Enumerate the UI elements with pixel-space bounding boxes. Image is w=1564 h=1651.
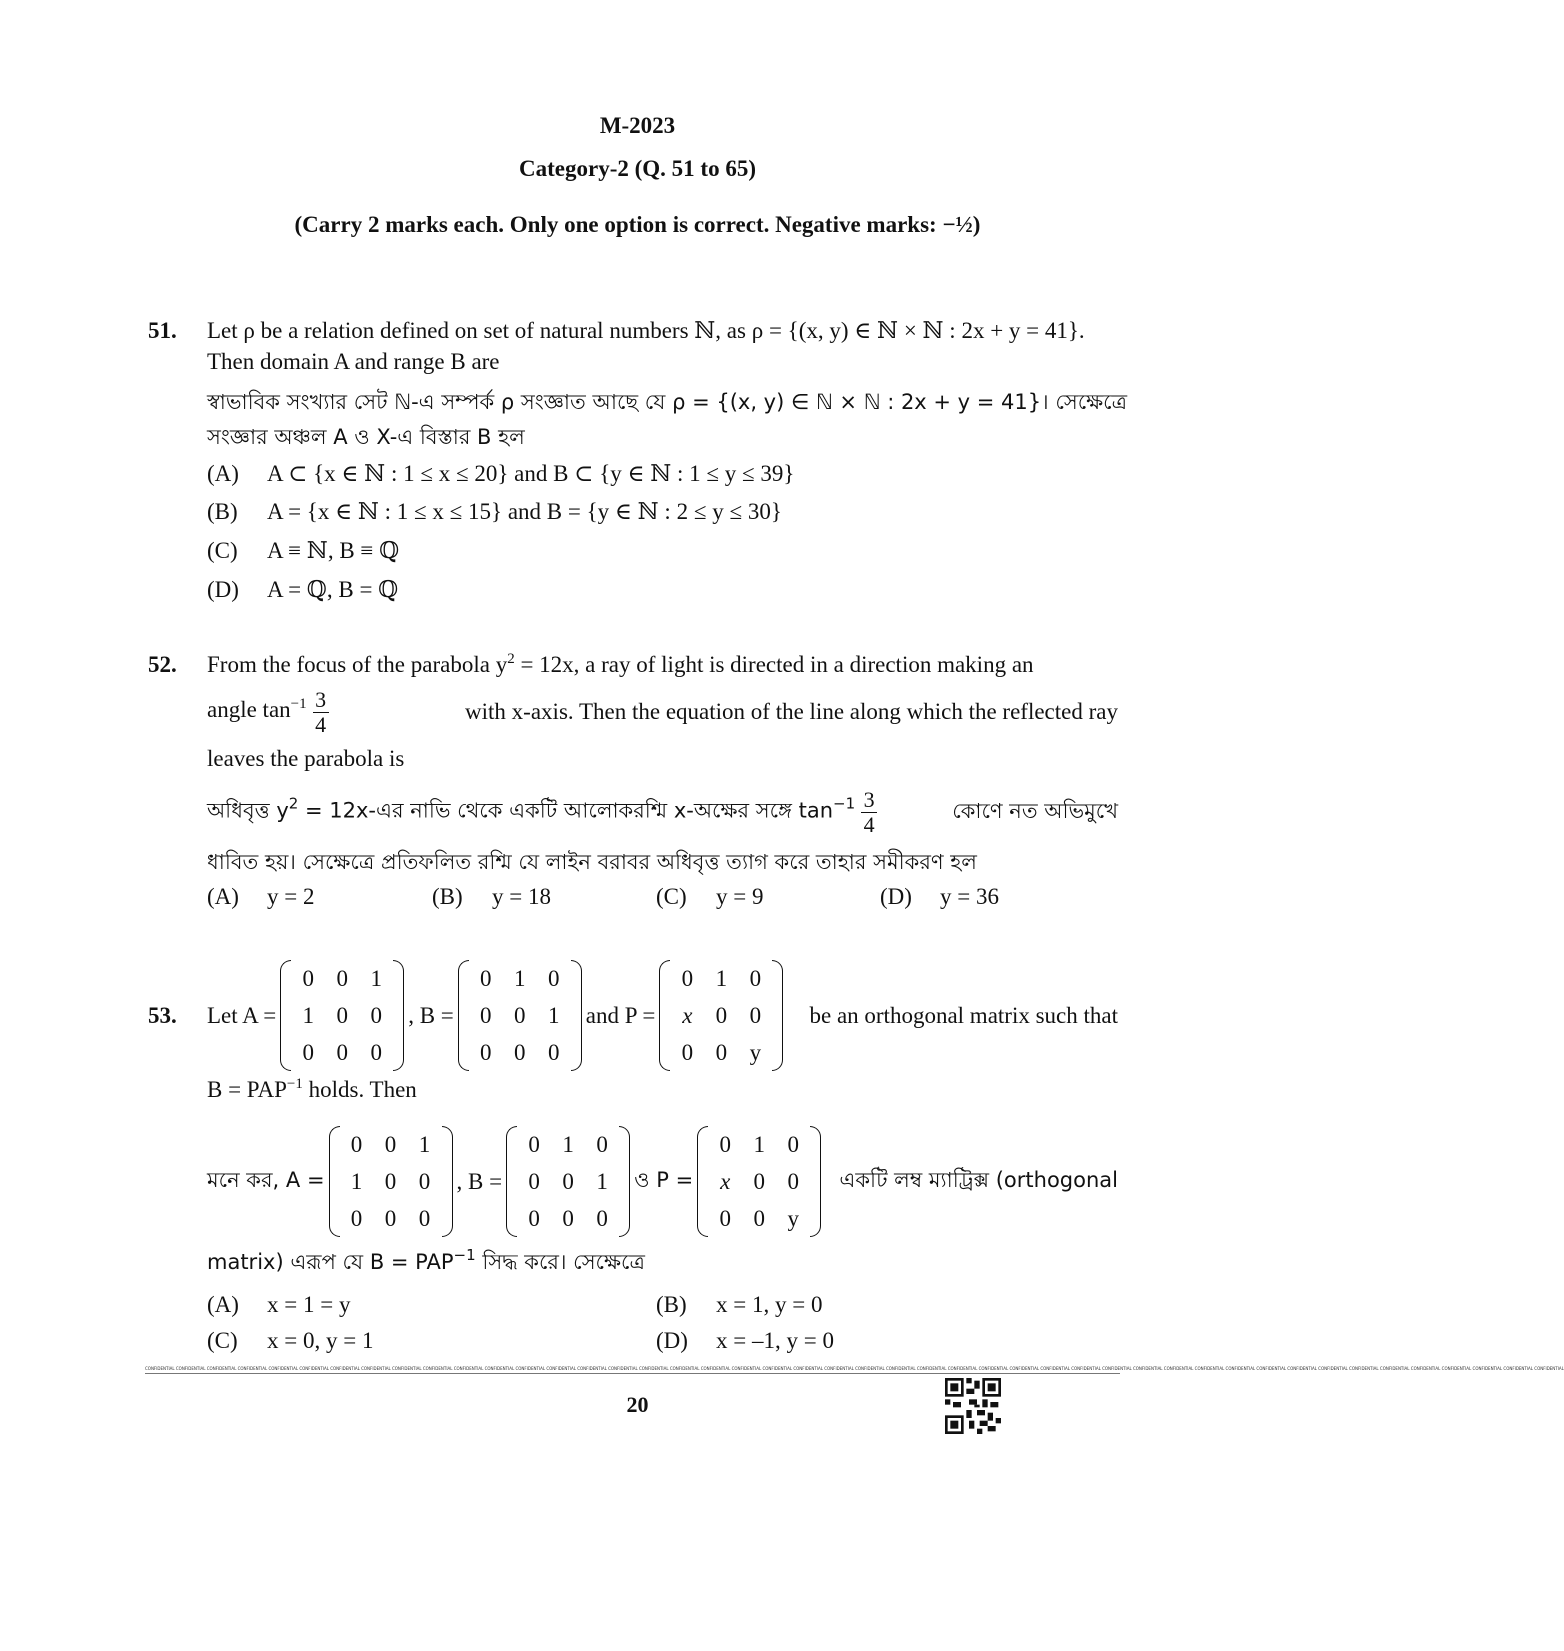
question-text-bengali: একটি লম্ব ম্যাট্রিক্স (orthogonal	[839, 1168, 1118, 1192]
option-text: x = 1, y = 0	[716, 1292, 823, 1317]
qr-code-icon	[945, 1378, 1001, 1434]
paper-code: M-2023	[599, 113, 676, 138]
matrix-cell: 0	[749, 1002, 762, 1028]
matrix-cell: 0	[370, 1002, 382, 1028]
matrix-cell: 1	[548, 1002, 560, 1028]
matrix-cell: 0	[596, 1131, 608, 1157]
matrix-cell: 0	[336, 1039, 348, 1065]
matrix-cell: 0	[548, 965, 560, 991]
matrix-b	[458, 960, 582, 1071]
matrix-cell: 0	[480, 965, 492, 991]
question-text: Let A =	[207, 1002, 277, 1028]
option-a	[207, 461, 794, 487]
option-text: y = 18	[492, 884, 551, 909]
matrix-cell: 0	[418, 1168, 431, 1194]
option-label: (B)	[207, 499, 238, 524]
matrix-cell: 1	[302, 1002, 314, 1028]
option-a	[207, 884, 314, 910]
question-text: Let ρ be a relation defined on set of natural numbers ℕ, as ρ = {(x, y) ∈ ℕ × ℕ : 2x + y = 41}.	[207, 318, 1085, 343]
option-c	[207, 1328, 373, 1354]
option-a	[207, 1292, 350, 1318]
confidential-strip: CONFIDENTIAL CONFIDENTIAL CONFIDENTIAL CONFIDENTIAL CONFIDENTIAL CONFIDENTIAL CONFIDENTIAL CONFIDENTIAL CONFIDENTIAL CONFIDENTIAL CONFIDENTIAL CONFIDENTIAL CONFIDENTIAL CONFIDENTIAL CONFIDENTIAL CONFIDENTIAL CONFIDENTIAL CONFIDENTIAL CONFIDENTIAL CONFIDENTIAL CONFIDENTIAL CONFIDENTIAL CONFIDENTIAL CONFIDENTIAL CONFIDENTIAL CONFIDENTIAL CONFIDENTIAL CONFIDENTIAL CONFIDENTIAL CONFIDENTIAL CONFIDENTIAL CONFIDENTIAL CONFIDENTIAL CONFIDENTIAL CONFIDENTIAL CONFIDENTIAL CONFIDENTIAL CONFIDENTIAL CONFIDENTIAL CONFIDENTIAL CONFIDENTIAL CONFIDENTIAL CONFIDENTIAL CONFIDENTIAL CONFIDENTIAL CONFIDENTIAL	[145, 1365, 1120, 1374]
question-text-bengali: ধাবিত হয়। সেক্ষেত্রে প্রতিফলিত রশ্মি যে লাইন বরাবর অধিবৃত্ত ত্যাগ করে তাহার সমীকরণ হল	[207, 850, 977, 874]
matrix-cell: 0	[749, 965, 762, 991]
option-text: y = 36	[940, 884, 999, 909]
matrix-cell: 1	[596, 1168, 608, 1194]
option-b	[656, 1292, 822, 1318]
option-text: A = {x ∈ ℕ : 1 ≤ x ≤ 15} and B = {y ∈ ℕ : 2 ≤ y ≤ 30}	[267, 499, 782, 524]
option-text: A = ℚ, B = ℚ	[267, 577, 399, 602]
question-text: and P =	[585, 1002, 656, 1028]
matrix-cell: 0	[528, 1168, 540, 1194]
matrix-cell: 0	[753, 1205, 765, 1231]
matrix-cell: 1	[562, 1131, 574, 1157]
matrix-cell: 0	[719, 1131, 731, 1157]
option-d	[880, 884, 999, 910]
matrix-definition-row	[148, 960, 1118, 1071]
option-text: y = 2	[267, 884, 315, 909]
question-number: 52.	[148, 652, 177, 677]
question-number: 51.	[148, 318, 177, 343]
matrix-cell: 0	[336, 1002, 348, 1028]
question-text: leaves the parabola is	[207, 746, 405, 771]
question-text-bengali: অধিবৃত্ত $y^2$ = 12x-এর নাভি থেকে একটি আলোকরশ্মি x-অক্ষের সঙ্গে $\tan^{-1}$ $\frac{3}{4}$ কোণে নত অভিমুখে	[207, 787, 1118, 837]
matrix-p	[697, 1126, 821, 1237]
matrix-cell: 0	[418, 1205, 431, 1231]
option-text: A ⊂ {x ∈ ℕ : 1 ≤ x ≤ 20} and B ⊂ {y ∈ ℕ : 1 ≤ y ≤ 39}	[267, 461, 795, 486]
option-label: (C)	[656, 884, 687, 909]
matrix-cell: 0	[480, 1039, 492, 1065]
matrix-cell: 0	[302, 1039, 314, 1065]
marking-instructions: (Carry 2 marks each. Only one option is correct. Negative marks: −½)	[294, 212, 981, 237]
matrix-cell: 0	[336, 965, 348, 991]
question-text-bengali: matrix) এরূপ যে $B = PAP^{-1}$ সিদ্ধ করে। সেক্ষেত্রে	[207, 1246, 645, 1274]
matrix-cell: 0	[715, 1039, 728, 1065]
matrix-cell: x	[682, 1002, 693, 1028]
option-text: x = 0, y = 1	[267, 1328, 374, 1353]
question-text-bengali: ও P =	[634, 1168, 694, 1192]
matrix-cell: 1	[753, 1131, 765, 1157]
matrix-cell: 0	[384, 1131, 397, 1157]
question-number: 53.	[148, 1002, 177, 1028]
option-d	[656, 1328, 834, 1354]
matrix-cell: 0	[681, 1039, 694, 1065]
matrix-cell: 0	[719, 1205, 731, 1231]
option-label: (C)	[207, 538, 238, 563]
matrix-cell: 0	[787, 1131, 799, 1157]
option-text: x = 1 = y	[267, 1292, 351, 1317]
matrix-cell: 0	[302, 965, 314, 991]
matrix-cell: 0	[562, 1168, 574, 1194]
question-text: $B = PAP^{-1}$ holds. Then	[207, 1076, 417, 1102]
option-label: (C)	[207, 1328, 238, 1353]
matrix-cell: x	[720, 1168, 731, 1194]
question-text-bengali: সংজ্ঞার অঞ্চল A ও X-এ বিস্তার B হল	[207, 425, 525, 449]
option-text: x = –1, y = 0	[716, 1328, 834, 1353]
matrix-cell: 0	[384, 1168, 397, 1194]
matrix-cell: 0	[753, 1168, 765, 1194]
question-text: be an orthogonal matrix such that	[809, 1002, 1118, 1028]
matrix-cell: 0	[787, 1168, 799, 1194]
matrix-cell: 1	[418, 1131, 431, 1157]
option-label: (A)	[207, 884, 239, 909]
matrix-cell: 0	[514, 1039, 526, 1065]
matrix-cell: 0	[350, 1205, 363, 1231]
matrix-a	[329, 1126, 453, 1237]
matrix-p	[659, 960, 783, 1071]
matrix-cell: 1	[715, 965, 728, 991]
option-text: A ≡ ℕ, B ≡ ℚ	[267, 538, 400, 563]
question-text: , B =	[456, 1168, 503, 1194]
question-text-bengali: স্বাভাবিক সংখ্যার সেট ℕ-এ সম্পর্ক ρ সংজ্ঞাত আছে যে ρ = {(x, y) ∈ ℕ × ℕ : 2x + y = 41}। সেক্ষেত্রে	[207, 390, 1128, 414]
option-text: y = 9	[716, 884, 764, 909]
option-label: (D)	[207, 577, 239, 602]
matrix-cell: 0	[514, 1002, 526, 1028]
question-text: , B =	[408, 1002, 454, 1028]
option-c	[207, 538, 399, 564]
category-heading: Category-2 (Q. 51 to 65)	[519, 156, 756, 181]
option-c	[656, 884, 763, 910]
fraction: $\frac{3}{4}$	[861, 788, 877, 835]
option-label: (A)	[207, 1292, 239, 1317]
matrix-cell: 1	[370, 965, 382, 991]
question-text: From the focus of the parabola $y^2 = 12x$, a ray of light is directed in a direction making an	[207, 651, 1034, 677]
fraction: $\frac{3}{4}$	[313, 688, 329, 735]
matrix-cell: 0	[562, 1205, 574, 1231]
matrix-a	[280, 960, 404, 1071]
matrix-cell: 0	[681, 965, 694, 991]
matrix-cell: 0	[370, 1039, 382, 1065]
option-label: (B)	[656, 1292, 687, 1317]
matrix-b	[506, 1126, 630, 1237]
option-b	[207, 499, 782, 525]
matrix-cell: y	[787, 1205, 799, 1231]
option-b	[432, 884, 551, 910]
option-label: (A)	[207, 461, 239, 486]
matrix-cell: 0	[715, 1002, 728, 1028]
matrix-cell: 0	[548, 1039, 560, 1065]
option-d	[207, 577, 398, 603]
option-label: (D)	[880, 884, 912, 909]
matrix-cell: 0	[384, 1205, 397, 1231]
matrix-definition-row-bengali	[207, 1126, 1118, 1237]
matrix-cell: 0	[480, 1002, 492, 1028]
page-number: 20	[626, 1392, 649, 1417]
matrix-cell: 1	[350, 1168, 363, 1194]
matrix-cell: 0	[350, 1131, 363, 1157]
option-label: (B)	[432, 884, 463, 909]
question-text-bengali: মনে কর, A =	[207, 1168, 325, 1192]
question-text: angle $\tan^{-1}$ $\frac{3}{4}$ with x-axis. Then the equation of the line along which the reflected ray	[207, 687, 1118, 737]
matrix-cell: 0	[528, 1131, 540, 1157]
matrix-cell: y	[749, 1039, 762, 1065]
matrix-cell: 0	[596, 1205, 608, 1231]
matrix-cell: 0	[528, 1205, 540, 1231]
question-text: Then domain A and range B are	[207, 349, 500, 374]
option-label: (D)	[656, 1328, 688, 1353]
matrix-cell: 1	[514, 965, 526, 991]
